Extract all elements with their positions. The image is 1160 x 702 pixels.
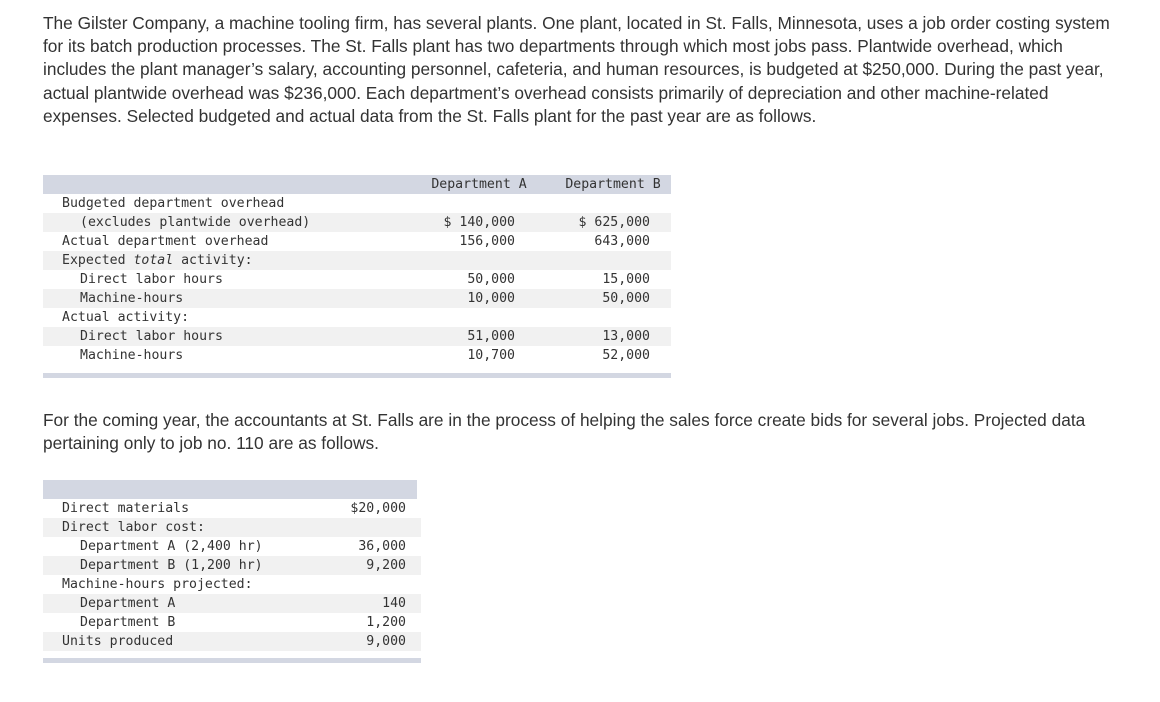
dept-a-value: $ 140,000 [413, 213, 515, 232]
table-row [43, 346, 671, 365]
table-row [43, 308, 671, 327]
row-value: 1,200 [366, 615, 406, 630]
row-label: Department A (2,400 hr) [80, 539, 263, 554]
table-row [43, 213, 671, 232]
row-label: (excludes plantwide overhead) [43, 213, 413, 232]
dept-b-value [515, 251, 650, 270]
dept-b-value: 15,000 [602, 272, 650, 287]
dept-b-value [515, 194, 650, 213]
row-label: Direct labor hours [43, 327, 413, 346]
table-row [43, 518, 421, 537]
row-label: Budgeted department overhead [62, 196, 285, 211]
dept-a-value: 10,700 [467, 348, 515, 363]
row-label: Department B (1,200 hr) [43, 556, 323, 575]
dept-b-value: $ 625,000 [515, 213, 650, 232]
table-row [43, 289, 671, 308]
row-value: 140 [323, 594, 406, 613]
table2-header-bar [43, 480, 417, 499]
job-110-data-table [43, 499, 421, 651]
table-row [43, 232, 671, 251]
table-row [43, 327, 671, 346]
row-value [323, 575, 406, 594]
table-row [43, 575, 421, 594]
table-row [43, 594, 421, 613]
dept-a-value [413, 251, 515, 270]
dept-a-value [413, 194, 515, 213]
row-label: Machine-hours [43, 289, 413, 308]
second-paragraph: For the coming year, the accountants at St. Falls are in the process of helping the sales force create bids for several jobs. Projected data pertaining only to job no. 110 are as follows. [43, 410, 1086, 454]
table-row [43, 251, 671, 270]
table-row [43, 537, 421, 556]
table2-bottom-rule [43, 658, 421, 663]
table1-bottom-rule [43, 373, 671, 378]
dept-a-value: 156,000 [459, 234, 515, 249]
dept-b-value: 50,000 [515, 289, 650, 308]
dept-a-value: 10,000 [413, 289, 515, 308]
dept-b-value [515, 308, 650, 327]
table-row [43, 194, 671, 213]
table-row [43, 270, 671, 289]
overhead-data-table [43, 194, 671, 365]
dept-b-value: 52,000 [602, 348, 650, 363]
dept-a-value [413, 308, 515, 327]
row-value: 9,200 [323, 556, 406, 575]
row-label: Expected total activity: [43, 251, 413, 270]
row-label: Actual activity: [62, 310, 190, 325]
row-label: Direct labor cost: [43, 518, 323, 537]
table-row [43, 613, 421, 632]
row-label: Actual department overhead [62, 234, 269, 249]
row-label: Machine-hours [80, 348, 184, 363]
row-value: 9,000 [323, 632, 406, 651]
row-value [323, 518, 406, 537]
dept-a-value: 51,000 [413, 327, 515, 346]
row-label: Units produced [43, 632, 323, 651]
table1-header-department-a: Department A [431, 177, 527, 192]
dept-a-value: 50,000 [467, 272, 515, 287]
row-label: Department A [43, 594, 323, 613]
table-row [43, 499, 421, 518]
dept-b-value: 643,000 [594, 234, 650, 249]
intro-paragraph: The Gilster Company, a machine tooling firm, has several plants. One plant, located in St. Falls, Minnesota, uses a job order costing system for its batch production processes. The St. Falls plant has two departments through which most jobs pass. Plantwide overhead, which includes the plant manager’s salary, accounting personnel, cafeteria, and human resources, is budgeted at $250,000. During the past year, actual plantwide overhead was $236,000. Each department’s overhead consists primarily of depreciation and other machine-related expenses. Selected budgeted and actual data from the St. Falls plant for the past year are as follows. [43, 13, 1110, 126]
table1-header-department-b: Department B [565, 177, 661, 192]
row-value: 36,000 [358, 539, 406, 554]
table-row [43, 632, 421, 651]
dept-b-value: 13,000 [515, 327, 650, 346]
row-label: Machine-hours projected: [62, 577, 253, 592]
row-label: Direct labor hours [80, 272, 223, 287]
row-label: Direct materials [62, 501, 190, 516]
row-value: $20,000 [350, 501, 406, 516]
table-row [43, 556, 421, 575]
row-label: Department B [80, 615, 176, 630]
